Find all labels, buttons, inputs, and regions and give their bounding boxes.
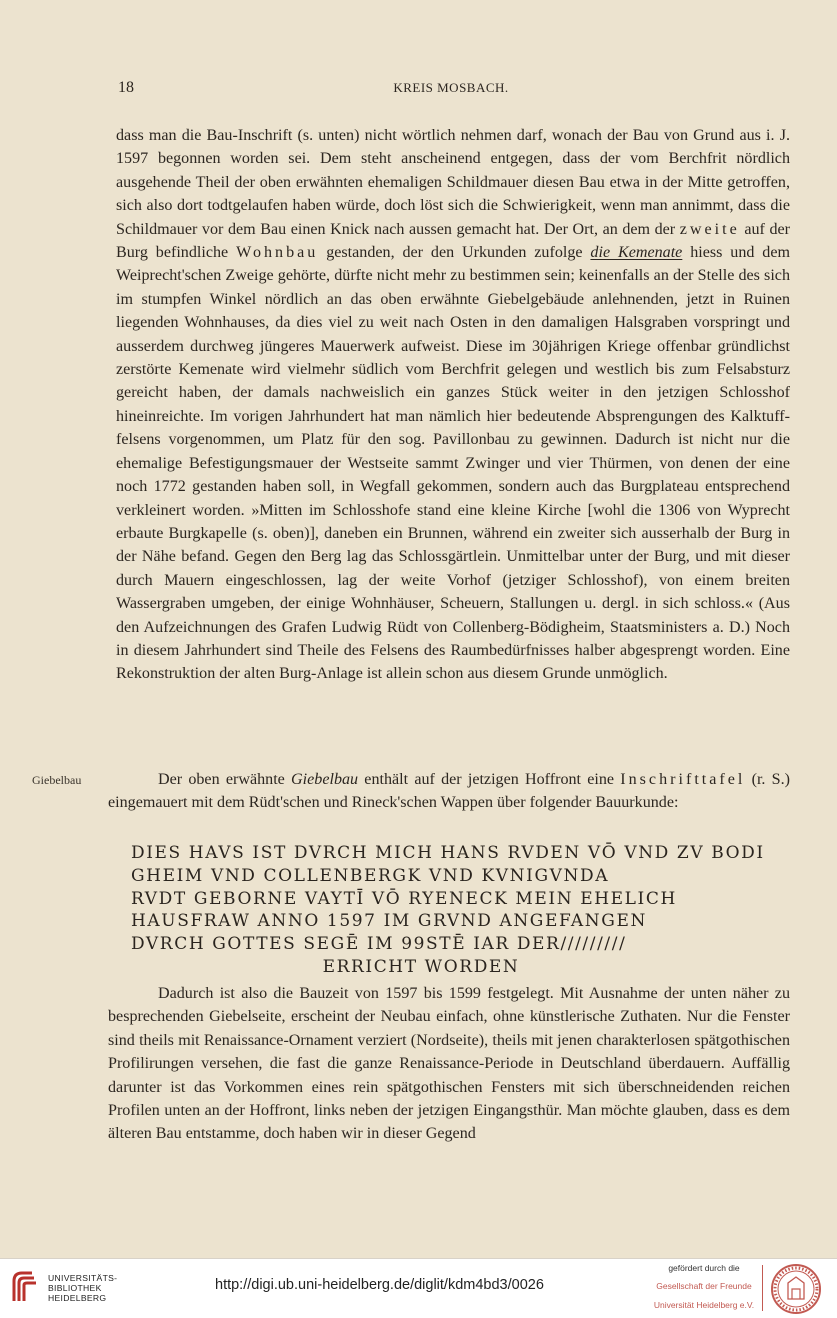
text-run: Der oben erwähnte xyxy=(158,771,292,788)
text-run: hiess und dem Weiprecht'schen Zweige gehörte, dürfte nicht mehr zu bestimmen sein; keinenfalls an der Stelle des sich im stumpfen Winkel nördlich an das oben erwähnte Giebelgebäude anlehnenden, jetzt in Ruinen liegenden Wohnhauses, da dies viel zu weit nach Osten in den damaligen Halsgraben vorspringt und ausserdem durchweg jüngeres Mauerwerk aufweist. Diese im 30jährigen Kriege offenbar gründlichst zerstörte Kemenate wird vielmehr südlich vom Berchfrit gelegen und westlich bis zum Felsabsturz gereicht haben, der damals nachweislich ein ganzes Stück weiter in den jetzigen Schlosshof hineinreichte. Im vorigen Jahrhundert hat man nämlich hier bedeutende Absprengungen des Kalktuff-felsens vorgenommen, um Platz für den sog. Pavillonbau zu gewinnen. Dadurch ist nicht nur die ehemalige Befestigungsmauer der Westseite sammt Zwinger und vier Thürmen, von denen der eine noch 1772 gestanden haben soll, in Wegfall gekommen, sondern auch das Burgplateau entsprechend verkleinert worden. »Mitten im Schlosshofe stand eine kleine Kirche [wohl die 1306 von Wyprecht erbaute Burgkapelle (s. oben)], daneben ein Brunnen, während ein zweiter sich ausserhalb der Burg in der Nähe befand. Gegen den Berg lag das Schlossgärtlein. Unmittelbar unter der Burg, und mit dieser durch Mauern eingeschlossen, lag der weite Vorhof (jetziger Schlosshof), von einem breiten Wassergraben umgeben, der einige Wohnhäuser, Scheuern, Stallungen u. dergl. in sich schloss.« (Aus den Aufzeichnungen des Grafen Ludwig Rüdt von Collenberg-Bödigheim, Staatsministers a. D.) Noch in diesem Jahrhundert sind Theile des Felsens des Raumbedürfnisses halber abgesprengt worden. Eine Rekonstruktion der alten Burg-Anlage ist allein schon aus diesem Grunde unmöglich. xyxy=(116,244,791,683)
inscription-line: DIES HAVS IST DVRCH MICH HANS RVDEN VŌ VND ZV BODI xyxy=(131,843,765,863)
library-line: UNIVERSITÄTS- xyxy=(48,1273,118,1283)
library-logo-icon xyxy=(10,1267,40,1307)
text-run: auf der Burg befindliche xyxy=(116,220,790,262)
permalink-url[interactable]: http://digi.ub.uni-heidelberg.de/diglit/kdm4bd3/0026 xyxy=(215,1277,544,1293)
footer-bar xyxy=(0,1258,837,1318)
library-line: HEIDELBERG xyxy=(48,1293,107,1303)
page-number: 18 xyxy=(118,79,134,96)
inscription-block xyxy=(131,842,771,979)
italic-term: Giebelbau xyxy=(291,771,359,788)
text-run: (r. S.) eingemauert mit dem Rüdt'schen und Rineck'schen Wappen über folgender Bauurkunde: xyxy=(108,771,790,812)
society-line: Gesellschaft der Freunde xyxy=(656,1281,752,1291)
text-run: enthält auf der jetzigen Hoffront eine xyxy=(358,771,621,788)
funded-by-label: gefördert durch die xyxy=(668,1263,740,1273)
library-line: BIBLIOTHEK xyxy=(48,1283,102,1293)
text-run: gestanden, der den Urkunden zufolge xyxy=(318,244,591,262)
italic-term: die Kemenate xyxy=(590,244,683,262)
society-line: Universität Heidelberg e.V. xyxy=(653,1300,755,1310)
margin-note: Giebelbau xyxy=(32,773,82,787)
university-seal-icon xyxy=(770,1263,822,1315)
page-header xyxy=(112,79,790,101)
divider xyxy=(762,1265,763,1311)
inscription-line: DVRCH GOTTES SEGĒ IM 99STĒ IAR DER///////// xyxy=(131,934,627,955)
spaced-word: Wohnbau xyxy=(236,244,319,262)
inscription-line: GHEIM VND COLLENBERGK VND KVNIGVNDA xyxy=(131,865,610,886)
inscription-line: RVDT GEBORNE VAYTĪ VŌ RYENECK MEIN EHELICH xyxy=(131,888,677,909)
inscription-line: HAUSFRAW ANNO 1597 IM GRVND ANGEFANGEN xyxy=(131,911,647,932)
funding-note xyxy=(649,1263,759,1311)
spaced-word: zweite xyxy=(679,220,740,238)
paragraph-2 xyxy=(108,768,790,815)
library-name xyxy=(48,1273,117,1303)
text-run: dass man die Bau-Inschrift (s. unten) nicht wörtlich nehmen darf, wonach der Bau von Grund aus i. J. 1597 begonnen worden sei. Dem steht anscheinend entgegen, dass der vom Berchfrit nördlich ausgehende Theil der oben erwähnten ehemaligen Schildmauer diesen Bau etwa in der Mitte getroffen, sich also dort todtgelaufen haben würde, doch löst sich die Schwierigkeit, wenn man annimmt, dass die Schildmauer vor dem Bau einen Knick nach aussen gemacht hat. Der Ort, an dem der xyxy=(116,127,790,238)
running-head: KREIS MOSBACH. xyxy=(393,80,509,95)
paragraph-3: Dadurch ist also die Bauzeit von 1597 bis 1599 festgelegt. Mit Ausnahme der unten näher zu besprechenden Giebelseite, erscheint der Neubau einfach, ohne künstlerische Zuthaten. Nur die Fenster sind theils mit Renaissance-Ornament verziert (Nordseite), theils mit jenen charakterlosen spätgothischen Profilirungen versehen, die fast die ganze Renaissance-Periode in Deutschland überdauern. Auffällig darunter ist das Vorkommen eines rein spätgothischen Fensters mit sich überschneidenden reichen Profilen unten an der Hoffront, links neben der jetzigen Eingangsthür. Man möchte glauben, dass es dem älteren Bau entstamme, doch haben wir in dieser Gegend xyxy=(108,985,790,1143)
inscription-line: ERRICHT WORDEN xyxy=(322,956,520,977)
spaced-word: Inschrifttafel xyxy=(620,771,746,788)
paragraph-1 xyxy=(116,124,790,686)
